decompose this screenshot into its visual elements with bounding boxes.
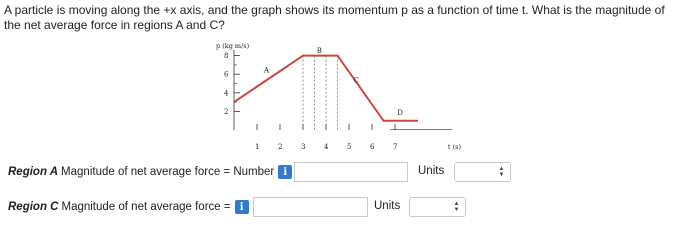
x-tick-label: 1 (255, 143, 260, 151)
x-tick-label: 6 (370, 143, 375, 151)
region-a-units-label: Units (418, 165, 445, 177)
region-d-marker: D (397, 109, 403, 118)
chevron-updown-icon: ▲ ▼ (498, 166, 505, 178)
region-a-marker: A (263, 66, 269, 75)
momentum-chart (210, 40, 480, 158)
y-tick-label: 2 (224, 107, 229, 116)
x-tick-label: 2 (278, 143, 283, 151)
region-c-label: Region C (8, 201, 59, 213)
y-tick-label: 4 (224, 89, 229, 98)
y-tick-label: 6 (224, 70, 229, 79)
region-c-marker: C (353, 76, 359, 85)
y-axis-label: p (kg m/s) (216, 42, 250, 50)
region-c-row (0, 196, 249, 218)
region-c-prompt: Magnitude of net average force = (61, 201, 231, 213)
region-c-units-select[interactable] (409, 197, 466, 217)
x-tick-label: 5 (347, 143, 352, 151)
info-icon[interactable]: i (278, 165, 292, 179)
x-axis-label: t (s) (447, 143, 461, 151)
region-c-number-input[interactable] (253, 197, 368, 217)
x-tick-label: 3 (301, 143, 306, 151)
chevron-updown-icon: ▲ ▼ (453, 201, 460, 213)
info-icon[interactable]: i (235, 200, 249, 214)
momentum-graph (210, 40, 480, 158)
region-a-prompt: Magnitude of net average force = Number (61, 166, 275, 178)
region-a-row (0, 161, 292, 183)
question-text: A particle is moving along the +x axis, and the graph shows its momentum p as a function of time t. What is the magnitude of the net average force in regions A and C? (4, 3, 665, 32)
y-tick-label: 8 (224, 52, 229, 61)
x-tick-label: 4 (324, 143, 329, 151)
region-a-number-input[interactable] (294, 162, 408, 182)
region-a-label: Region A (8, 166, 59, 178)
region-a-units-select[interactable] (454, 162, 511, 182)
region-b-marker: B (316, 46, 322, 55)
region-c-units-label: Units (374, 200, 401, 212)
x-tick-label: 7 (393, 143, 398, 151)
